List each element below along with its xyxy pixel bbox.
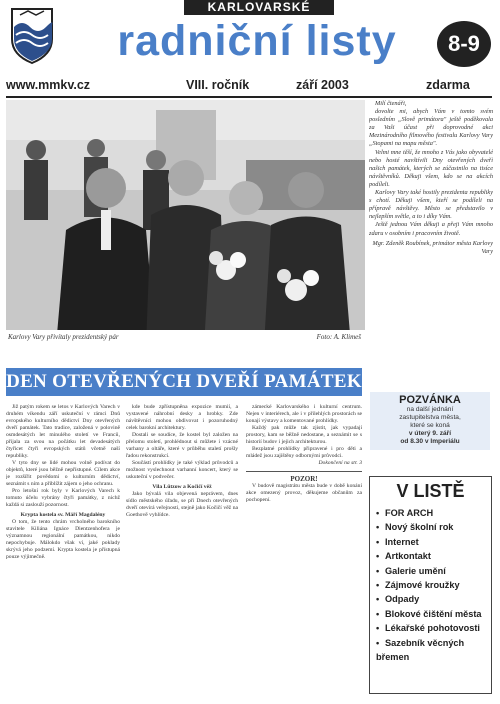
invitation-box — [370, 392, 490, 450]
article-column-1 — [6, 404, 120, 696]
article-paragraph: Dostali se soudíce, že kostel byl založen na přelomu století, prohlédnout si můžete i vzácné varhany a oltáře, které v průběhu staletí prošly řadou rekonstrukcí. — [126, 432, 238, 459]
contents-item[interactable] — [376, 520, 491, 534]
notice-title: POZOR! — [290, 475, 318, 483]
contents-item[interactable] — [376, 535, 491, 549]
article-paragraph: zámecké Karlovarského i kulturní centrum. Nejen v interiérech, ale i v přilehlých prostorách se konají výstavy a komentované prohlídky. — [246, 404, 362, 424]
continued-note: Dokončení na str. 3 — [318, 460, 362, 466]
article-headline: DEN OTEVŘENÝCH DVEŘÍ PAMÁTEK — [6, 368, 362, 396]
volume-label: VIII. ročník — [186, 78, 250, 92]
contents-box — [369, 476, 492, 694]
website-link[interactable]: www.mmkv.cz — [6, 78, 91, 92]
editorial-paragraph: dovolte mi, abych Vám v tomto svém posledním „Slově primátora" ještě poděkovala za Vaši účast při doprovodné akci Mezinárodního filmového festivalu Karlovy Vary „Stopami na mapu města". — [369, 108, 493, 148]
editorial-signature: Mgr. Zdeněk Roubínek, primátor města Karlovy Vary — [372, 239, 493, 255]
bullet-icon: • — [376, 508, 380, 518]
editorial-paragraph: Milí čtenáři, — [375, 100, 407, 107]
bullet-icon: • — [376, 623, 380, 634]
masthead-title: radniční listy — [117, 17, 397, 65]
bullet-icon: • — [376, 608, 380, 619]
bullet-icon: • — [376, 551, 380, 562]
price-label: zdarma — [426, 78, 470, 92]
contents-item-label: Sazebník věcných břemen — [376, 637, 465, 663]
invitation-time-place: od 8.30 v Imperiálu — [400, 438, 460, 445]
bullet-icon: • — [376, 580, 380, 591]
contents-item[interactable] — [376, 592, 491, 606]
contents-item-label: Lékařské pohotovosti — [385, 623, 480, 634]
article-paragraph: Součástí prohlídky je také výklad průvodců a možnost vyslechnout varhanní koncert, který se uskuteční v podvečer. — [126, 460, 238, 480]
article-paragraph: Bezplatné prohlídky připravené i pro děti a mládež jsou zajištěny odbornými průvodci. — [246, 446, 362, 459]
issue-info-row — [6, 76, 492, 98]
contents-item[interactable] — [376, 578, 491, 592]
date-label: září 2003 — [296, 78, 349, 92]
article-paragraph: Již patým rokem se letos v Karlových Varech v druhém víkendu září uskuteční v rámci Dnů evropského kulturního dědictví Dny otevřených dveří památek. Tato tradice, založená v polovině osmdesátých let minulého století ve Francii, přijala za svou na počátku let devadesátých čtyřicet čtyři evropských států včetně naší republiky. — [6, 404, 120, 459]
contents-item-label: Internet — [385, 536, 419, 547]
article-paragraph: kde bude zpřístupněna expozice mumií, a vystavené náhrobní desky a hrobky. Zde návštěvníci mohou obdivovat i pozoruhodný celek barokní architektury. — [126, 404, 238, 431]
contents-item-label: Odpady — [385, 594, 420, 605]
contents-item[interactable] — [376, 607, 491, 621]
contents-item[interactable] — [376, 549, 491, 563]
article-paragraph: O tom, že tento chrám vrcholného barokního stavitele Kiliána Ignáce Dientzenhofera je významnou regionální památkou, nikdo nepochybuje. Málokdo však ví, jaké poklady skrývá jeho podzemí. Krypta kostela je přístupná pouze výjimečně. — [6, 519, 120, 560]
editorial-paragraph: Karlovy Vary také hostily prezidenta republiky s chotí. Děkuji všem, kteří se podíleli na přípravě návštěvy. Město se představilo v nejlepším světle, a to i díky Vám. — [369, 189, 493, 221]
editorial-paragraph: Ještě jednou Vám děkuji a přeji Vám mnoho zdaru v osobním i pracovním životě. — [369, 221, 493, 237]
notice-box — [246, 471, 362, 504]
contents-item[interactable] — [376, 564, 491, 578]
photo-caption: Karlovy Vary přivítaly prezidentský pár — [8, 333, 119, 341]
contents-item[interactable] — [376, 636, 491, 665]
invitation-title: POZVÁNKA — [399, 394, 461, 406]
bullet-icon: • — [376, 637, 380, 648]
contents-item-label: Artkontakt — [385, 551, 431, 562]
article-paragraph: Jako bývalá vila objevená neprávem, dnes sídlo městského úřadu, se při Dnech otevřených dveří otevírá veřejnosti, stejně jako Kočičí věž na Goethově vyhlídce. — [126, 491, 238, 518]
contents-item-label: Blokové čištění města — [385, 608, 482, 619]
editorial-column — [369, 100, 493, 368]
notice-text: V budově magistrátu města bude v době konání akce omezený provoz, děkujeme občanům za pochopení. — [246, 483, 362, 503]
bullet-icon: • — [376, 594, 380, 605]
contents-item-label: Galerie umění — [385, 565, 446, 576]
article-column-3 — [246, 404, 362, 696]
article-subheading: Krypta kostela sv. Máří Magdalény — [20, 512, 106, 518]
bullet-icon: • — [376, 522, 380, 533]
article-paragraph: Každý pak může tak zjistit, jak vypadají prostory, kam se běžně nedostane, a seznámit se s historií budov i jejich architekturou. — [246, 425, 362, 445]
city-coat-of-arms-logo — [8, 5, 56, 65]
contents-title: V LISTĚ — [396, 481, 465, 501]
bullet-icon: • — [376, 536, 380, 547]
contents-item-label: Nový školní rok — [385, 522, 454, 533]
masthead-subtitle: KARLOVARSKÉ — [184, 0, 334, 15]
invitation-line: které se koná — [410, 422, 450, 429]
article-paragraph: Pro letošní rok byly v Karlových Varech k tomuto účelu vybrány čtyři památky, z nichž každá si zaslouží pozornost. — [6, 488, 120, 508]
bullet-icon: • — [376, 565, 380, 576]
contents-item-label: Zájmové kroužky — [385, 580, 460, 591]
contents-item[interactable] — [376, 506, 491, 520]
contents-item[interactable] — [376, 621, 491, 635]
invitation-line: zastupitelstva města, — [399, 414, 461, 421]
contents-item-label: FOR ARCH — [385, 508, 434, 518]
invitation-date: v úterý 9. září — [408, 430, 452, 437]
photo-credit: Foto: A. Klimeš — [316, 333, 361, 341]
invitation-line: na další jednání — [406, 406, 454, 413]
article-paragraph: V tyto dny se lidé mohou volně podívat do objektů, které jsou běžně nepřístupné. Cílem akce je rozšířit povědomí o kulturním dědictví, seznámit s ním a přiblížit zájem o jeho ochranu. — [6, 460, 120, 487]
article-column-2 — [126, 404, 238, 696]
editorial-paragraph: Velmi mne těší, že mnoho z Vás jako obyvatelé nebo hosté navštívili Dny otevřených dveří našich památek, kterých se zúčastnilo na tisíce návštěvníků. Děkuji všem, kdo se na akcích podíleli. — [369, 148, 493, 188]
contents-list — [376, 506, 491, 664]
article-subheading: Vila Lützow a Kočičí věž — [152, 484, 212, 490]
front-page-photo — [6, 100, 365, 346]
issue-number-badge: 8-9 — [437, 21, 491, 67]
